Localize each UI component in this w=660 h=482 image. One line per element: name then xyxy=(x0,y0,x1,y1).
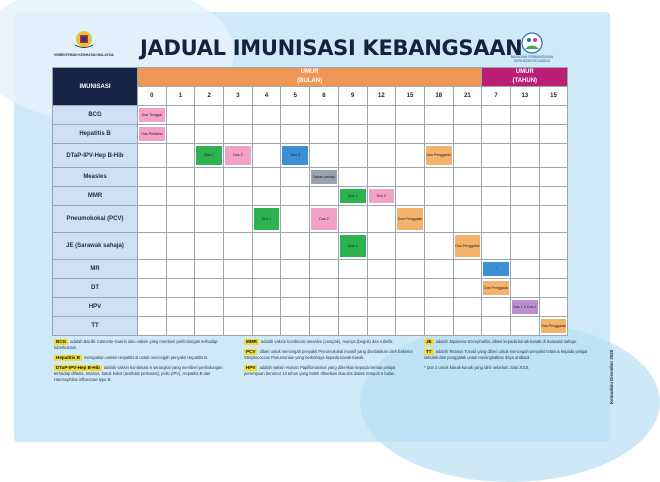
legend-text: diberi untuk mencegah penyakit Pneumokokal invasif yang disebabkan oleh bakteria Streptococcus Pneumoniae yang berbahaya kepada kanak-kanak. xyxy=(244,349,413,360)
schedule-cell xyxy=(224,106,253,125)
schedule-cell xyxy=(138,125,167,144)
schedule-cell xyxy=(195,279,224,298)
schedule-cell xyxy=(281,106,310,125)
schedule-cell xyxy=(310,206,339,233)
family-health-icon xyxy=(519,32,545,54)
vaccine-row xyxy=(53,260,568,279)
dose-marker: Dos 1 & Dos 2 xyxy=(512,300,538,314)
dose-marker: Dos Penggalak xyxy=(483,281,509,295)
schedule-cell xyxy=(224,233,253,260)
schedule-cell xyxy=(338,125,367,144)
legend-item xyxy=(54,365,224,383)
dose-marker: Dos Penggalak xyxy=(397,208,423,230)
schedule-cell xyxy=(453,233,482,260)
schedule-cell xyxy=(424,106,453,125)
vaccine-name: DT xyxy=(53,279,138,298)
age-header-cell: 4 xyxy=(252,87,281,106)
schedule-cell xyxy=(224,168,253,187)
age-header-cell: 3 xyxy=(224,87,253,106)
legend-item xyxy=(424,365,594,371)
schedule-cell xyxy=(281,317,310,336)
dose-marker: Dos 2 xyxy=(311,208,337,230)
age-header-cell: 0 xyxy=(138,87,167,106)
schedule-cell xyxy=(453,106,482,125)
schedule-cell xyxy=(367,260,396,279)
schedule-cell xyxy=(453,187,482,206)
schedule-cell xyxy=(252,317,281,336)
schedule-cell xyxy=(138,106,167,125)
schedule-cell xyxy=(166,233,195,260)
dose-marker: Dos 1 xyxy=(254,208,280,230)
schedule-cell xyxy=(510,260,539,279)
schedule-cell xyxy=(195,125,224,144)
legend-tag: DTaP-IPV-Hep B-Hib xyxy=(56,365,100,370)
schedule-cell xyxy=(453,206,482,233)
legend-text: adalah vaksin kombinasi measles (campak), mumps (beguk) dan rubella. xyxy=(260,339,394,344)
schedule-cell xyxy=(424,144,453,168)
schedule-cell xyxy=(166,279,195,298)
schedule-cell xyxy=(367,206,396,233)
schedule-cell xyxy=(367,298,396,317)
schedule-cell xyxy=(310,106,339,125)
poster xyxy=(14,12,614,442)
schedule-cell xyxy=(138,168,167,187)
dose-marker: Dos Penggalak xyxy=(541,319,567,333)
schedule-cell xyxy=(482,187,511,206)
vaccine-name: JE (Sarawak sahaja) xyxy=(53,233,138,260)
schedule-cell xyxy=(510,106,539,125)
schedule-cell xyxy=(424,187,453,206)
schedule-cell xyxy=(310,279,339,298)
dose-marker: Dos 2 xyxy=(225,146,251,165)
schedule-cell xyxy=(510,233,539,260)
schedule-cell xyxy=(166,125,195,144)
schedule-cell xyxy=(252,168,281,187)
schedule-cell xyxy=(281,279,310,298)
vaccine-row xyxy=(53,298,568,317)
schedule-cell xyxy=(338,317,367,336)
vaccine-name: DTaP-IPV-Hep B-Hib xyxy=(53,144,138,168)
schedule-cell xyxy=(195,260,224,279)
age-header-cell: 21 xyxy=(453,87,482,106)
schedule-cell xyxy=(224,260,253,279)
schedule-cell xyxy=(166,106,195,125)
legend-text: adalah vaksin kombinasi 6 serangkai yang memberi perlindungan terhadap difteria, tetanus, batuk kokol (acellular pertussis), polio (IPV), Hepatitis B dan Haemophilus influenzae type B. xyxy=(54,365,223,382)
bulan-label: (BULAN) xyxy=(297,78,323,84)
vaccine-row xyxy=(53,206,568,233)
schedule-cell xyxy=(252,233,281,260)
schedule-cell xyxy=(367,279,396,298)
schedule-cell xyxy=(338,168,367,187)
schedule-cell xyxy=(482,279,511,298)
schedule-cell xyxy=(166,144,195,168)
vaccine-row xyxy=(53,106,568,125)
schedule-cell xyxy=(138,144,167,168)
legend-text: merupakan vaksin Hepatitis B untuk mencegah penyakit Hepatitis B. xyxy=(84,355,209,360)
schedule-cell xyxy=(482,206,511,233)
dose-marker: Dos Pertama xyxy=(139,127,165,141)
schedule-cell xyxy=(338,206,367,233)
schedule-cell xyxy=(138,187,167,206)
schedule-cell xyxy=(281,260,310,279)
schedule-cell xyxy=(367,187,396,206)
schedule-cell xyxy=(338,106,367,125)
vaccine-row xyxy=(53,233,568,260)
schedule-cell xyxy=(166,298,195,317)
schedule-cell xyxy=(539,298,568,317)
legend-text: adalah Bacille Calmette-Guerin iaitu vaksin yang memberi perlindungan terhadap tuberkulosis. xyxy=(54,339,218,350)
dose-marker: * xyxy=(483,262,509,276)
schedule-cell xyxy=(310,317,339,336)
schedule-cell xyxy=(138,317,167,336)
schedule-cell xyxy=(510,187,539,206)
schedule-cell xyxy=(195,317,224,336)
schedule-cell xyxy=(396,187,425,206)
ministry-name: KEMENTERIAN KESIHATAN MALAYSIA xyxy=(54,53,114,57)
schedule-cell xyxy=(539,317,568,336)
schedule-cell xyxy=(539,144,568,168)
legend-column-2 xyxy=(244,339,414,381)
schedule-cell xyxy=(510,206,539,233)
schedule-cell xyxy=(138,298,167,317)
schedule-cell xyxy=(482,233,511,260)
schedule-cell xyxy=(224,298,253,317)
page-title: JADUAL IMUNISASI KEBANGSAAN xyxy=(140,36,523,60)
column-header-imunisasi: IMUNISASI xyxy=(53,68,138,106)
division-logo xyxy=(504,32,560,63)
schedule-cell xyxy=(510,298,539,317)
schedule-cell xyxy=(510,144,539,168)
schedule-cell xyxy=(310,187,339,206)
dose-marker: Dos 1 xyxy=(340,235,366,257)
age-header-cell: 1 xyxy=(166,87,195,106)
age-header-cell: 7 xyxy=(482,87,511,106)
schedule-cell xyxy=(539,206,568,233)
dose-marker: Dos 1 xyxy=(196,146,222,165)
schedule-cell xyxy=(453,168,482,187)
schedule-cell xyxy=(338,144,367,168)
schedule-cell xyxy=(252,125,281,144)
schedule-cell xyxy=(224,144,253,168)
schedule-cell xyxy=(166,206,195,233)
vaccine-row xyxy=(53,317,568,336)
schedule-cell xyxy=(453,144,482,168)
schedule-cell xyxy=(338,279,367,298)
age-header-cell: 6 xyxy=(310,87,339,106)
schedule-cell xyxy=(310,233,339,260)
schedule-cell xyxy=(310,144,339,168)
schedule-cell xyxy=(539,106,568,125)
legend-tag: PCV xyxy=(246,349,256,354)
schedule-cell xyxy=(424,260,453,279)
schedule-cell xyxy=(510,168,539,187)
schedule-cell xyxy=(424,279,453,298)
schedule-cell xyxy=(195,106,224,125)
schedule-cell xyxy=(138,279,167,298)
vaccine-name: HPV xyxy=(53,298,138,317)
age-header-cell: 15 xyxy=(539,87,568,106)
legend-item xyxy=(54,339,224,351)
schedule-cell xyxy=(482,298,511,317)
schedule-cell xyxy=(252,106,281,125)
schedule-cell xyxy=(195,168,224,187)
schedule-cell xyxy=(195,187,224,206)
schedule-cell xyxy=(539,279,568,298)
vaccine-name: MR xyxy=(53,260,138,279)
schedule-cell xyxy=(310,260,339,279)
schedule-cell xyxy=(539,233,568,260)
legend-text: adalah Tetanus Toxoid yang diberi untuk mencegah penyakit tetanus kepada pelajar sekolah dan penggalak untuk meningkatkan daya antibodi. xyxy=(424,349,588,360)
legend-text: adalah vaksin Human Papillomavirus yang diberikan kepada semua pelajar perempuan berumur 13 tahun yang boleh diberikan dua dos dalam tempoh 6 bulan. xyxy=(244,365,396,376)
schedule-cell xyxy=(396,233,425,260)
schedule-cell xyxy=(195,206,224,233)
schedule-cell xyxy=(310,125,339,144)
ministry-logo xyxy=(54,28,114,57)
schedule-cell xyxy=(224,187,253,206)
schedule-cell xyxy=(367,233,396,260)
schedule-cell xyxy=(281,125,310,144)
schedule-cell xyxy=(281,144,310,168)
schedule-cell xyxy=(338,260,367,279)
schedule-cell xyxy=(367,317,396,336)
schedule-cell xyxy=(367,144,396,168)
schedule-cell xyxy=(453,260,482,279)
schedule-cell xyxy=(252,206,281,233)
schedule-cell xyxy=(396,106,425,125)
schedule-cell xyxy=(510,125,539,144)
schedule-cell xyxy=(453,125,482,144)
schedule-cell xyxy=(281,298,310,317)
legend-item xyxy=(244,339,414,345)
schedule-cell xyxy=(252,144,281,168)
schedule-cell xyxy=(310,298,339,317)
dose-marker: Sabah sahaja xyxy=(311,170,337,184)
schedule-cell xyxy=(367,168,396,187)
schedule-cell xyxy=(482,317,511,336)
schedule-cell xyxy=(396,206,425,233)
update-note: Kemaskini Disember 2020 xyxy=(609,349,614,404)
coat-of-arms-icon xyxy=(72,28,96,52)
vaccine-row xyxy=(53,144,568,168)
schedule-cell xyxy=(396,260,425,279)
vaccine-name: BCG xyxy=(53,106,138,125)
schedule-cell xyxy=(453,279,482,298)
legend-item xyxy=(244,349,414,361)
schedule-cell xyxy=(138,260,167,279)
schedule-cell xyxy=(424,206,453,233)
schedule-cell xyxy=(252,279,281,298)
schedule-cell xyxy=(396,168,425,187)
age-header-cell: 13 xyxy=(510,87,539,106)
schedule-cell xyxy=(482,144,511,168)
dose-marker: Dos Tunggal xyxy=(139,108,165,122)
dose-marker: Dos Penggalak xyxy=(455,235,481,257)
schedule-cell xyxy=(338,233,367,260)
schedule-cell xyxy=(195,233,224,260)
schedule-cell xyxy=(424,233,453,260)
umur-bulan-label: UMUR xyxy=(300,69,319,75)
schedule-cell xyxy=(396,144,425,168)
schedule-cell xyxy=(281,187,310,206)
schedule-cell xyxy=(424,125,453,144)
schedule-cell xyxy=(396,298,425,317)
division-name: BAHAGIAN PEMBANGUNAN KESIHATAN KELUARGA xyxy=(510,55,554,63)
vaccine-name: TT xyxy=(53,317,138,336)
schedule-cell xyxy=(396,125,425,144)
dose-marker: Dos Penggalak xyxy=(426,146,452,165)
schedule-cell xyxy=(166,187,195,206)
schedule-cell xyxy=(224,125,253,144)
schedule-cell xyxy=(252,187,281,206)
schedule-cell xyxy=(195,144,224,168)
vaccine-name: Pneumokokal (PCV) xyxy=(53,206,138,233)
umur-tahun-label: UMUR xyxy=(515,69,534,75)
schedule-cell xyxy=(224,206,253,233)
legend-text: * Dos 2 untuk kanak-kanak yang lahir sebelum Julai 2015. xyxy=(424,365,530,370)
schedule-cell xyxy=(166,260,195,279)
schedule-cell xyxy=(195,298,224,317)
legend-tag: BCG xyxy=(56,339,67,344)
schedule-cell xyxy=(396,317,425,336)
schedule-cell xyxy=(482,125,511,144)
schedule-cell xyxy=(310,168,339,187)
schedule-cell xyxy=(281,233,310,260)
schedule-cell xyxy=(338,187,367,206)
dose-marker: Dos 1 xyxy=(340,189,366,203)
column-header-umur-bulan xyxy=(138,68,482,87)
schedule-cell xyxy=(424,168,453,187)
schedule-cell xyxy=(252,298,281,317)
schedule-cell xyxy=(510,317,539,336)
legend-tag: Hepatitis B xyxy=(56,355,80,360)
age-header-cell: 2 xyxy=(195,87,224,106)
column-header-umur-tahun xyxy=(482,68,568,87)
age-header-cell: 5 xyxy=(281,87,310,106)
schedule-cell xyxy=(367,125,396,144)
schedule-cell xyxy=(338,298,367,317)
legend-tag: TT xyxy=(426,349,432,354)
schedule-cell xyxy=(252,260,281,279)
schedule-cell xyxy=(482,168,511,187)
schedule-cell xyxy=(281,206,310,233)
schedule-cell xyxy=(482,260,511,279)
schedule-cell xyxy=(166,317,195,336)
legend-tag: JE xyxy=(426,339,432,344)
schedule-cell xyxy=(396,279,425,298)
schedule-cell xyxy=(539,187,568,206)
schedule-cell xyxy=(539,125,568,144)
schedule-cell xyxy=(166,168,195,187)
legend-text: adalah Japanese Encephalitis; diberi kepada kanak-kanak di Sarawak sahaja. xyxy=(435,339,577,344)
schedule-cell xyxy=(224,317,253,336)
schedule-cell xyxy=(367,106,396,125)
legend-item xyxy=(424,349,594,361)
schedule-cell xyxy=(510,279,539,298)
vaccine-row xyxy=(53,279,568,298)
schedule-cell xyxy=(539,260,568,279)
vaccine-name: Measles xyxy=(53,168,138,187)
schedule-cell xyxy=(424,317,453,336)
legend-item xyxy=(54,355,224,361)
schedule-cell xyxy=(281,168,310,187)
schedule-cell xyxy=(539,168,568,187)
schedule-cell xyxy=(453,317,482,336)
age-header-cell: 15 xyxy=(396,87,425,106)
vaccine-row xyxy=(53,187,568,206)
legend-tag: HPV xyxy=(246,365,256,370)
tahun-label: (TAHUN) xyxy=(512,78,538,84)
schedule-cell xyxy=(424,298,453,317)
schedule-cell xyxy=(138,206,167,233)
vaccine-name: MMR xyxy=(53,187,138,206)
schedule-cell xyxy=(453,298,482,317)
vaccine-row xyxy=(53,168,568,187)
legend-item xyxy=(244,365,414,377)
dose-marker: Dos 2 xyxy=(369,189,395,203)
vaccine-name: Hepatitis B xyxy=(53,125,138,144)
legend-item xyxy=(424,339,594,345)
vaccine-row xyxy=(53,125,568,144)
legend-tag: MMR xyxy=(246,339,257,344)
legend-column-1 xyxy=(54,339,224,387)
age-header-cell: 18 xyxy=(424,87,453,106)
dose-marker: Dos 3 xyxy=(282,146,308,165)
immunisation-schedule-table xyxy=(52,67,568,336)
schedule-cell xyxy=(224,279,253,298)
age-header-cell: 12 xyxy=(367,87,396,106)
schedule-cell xyxy=(482,106,511,125)
legend-column-3 xyxy=(424,339,594,375)
age-header-cell: 9 xyxy=(338,87,367,106)
schedule-cell xyxy=(138,233,167,260)
